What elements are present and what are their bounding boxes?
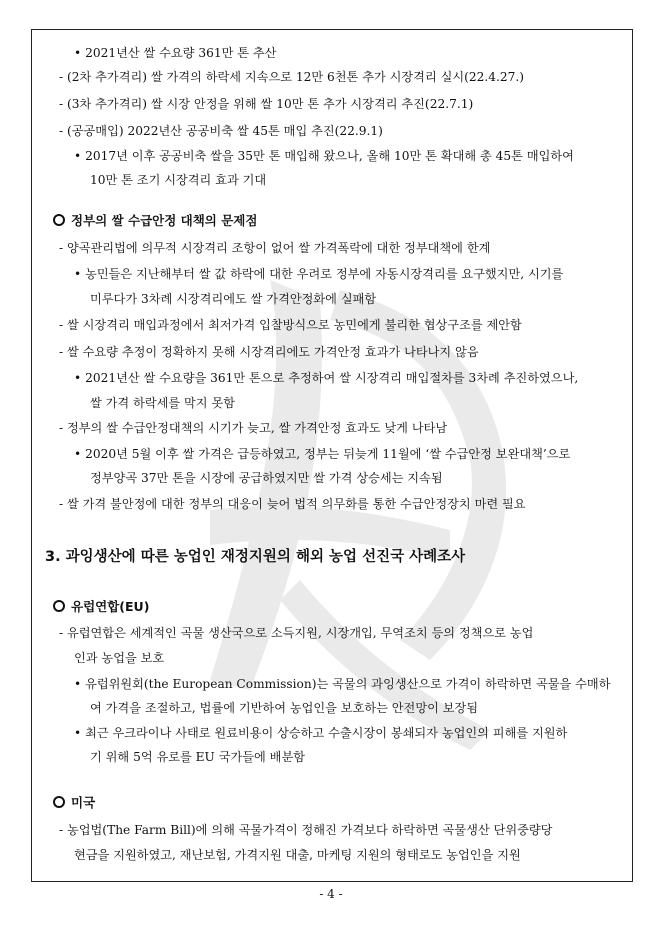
dash-line: - (공공매입) 2022년산 공공비축 쌀 45톤 매입 추진(22.9.1) [59,124,383,138]
continuation-line: 인과 농업을 보호 [74,651,165,665]
subsection-heading: 유럽연합(EU) [53,599,149,615]
dash-line: - 쌀 가격 불안정에 대한 정부의 대응이 늦어 법적 의무화를 통한 수급안정장치 마련 필요 [59,497,526,511]
circle-bullet-icon [53,600,65,612]
continuation-line: 쌀 가격 하락세를 막지 못함 [90,396,236,410]
bullet-line: • 농민들은 지난해부터 쌀 값 하락에 대한 우려로 정부에 자동시장격리를 요구했지만, 시기를 [74,267,564,281]
subsection-heading: 정부의 쌀 수급안정 대책의 문제점 [53,213,257,229]
circle-bullet-icon [53,796,65,808]
continuation-line: 10만 톤 조기 시장격리 효과 기대 [90,173,267,187]
continuation-line: 기 위해 5억 유로를 EU 국가들에 배분함 [90,750,305,764]
dash-line: - 유럽연합은 세계적인 곡물 생산국으로 소득지원, 시장개입, 무역조치 등의 정책으로 농업 [59,626,534,640]
dash-line: - 농업법(The Farm Bill)에 의해 곡물가격이 정해진 가격보다 하락하면 곡물생산 단위중량당 [59,823,553,837]
dash-line: - 쌀 시장격리 매입과정에서 최저가격 입찰방식으로 농민에게 불리한 협상구조를 제안함 [59,318,522,332]
bullet-line: • 유럽위원회(the European Commission)는 곡물의 과잉생산으로 가격이 하락하면 곡물을 수매하 [74,677,611,691]
bullet-line: • 2017년 이후 공공비축 쌀을 35만 톤 매입해 왔으나, 올해 10만 톤 확대해 총 45톤 매입하여 [74,149,574,163]
dash-line: - (3차 추가격리) 쌀 시장 안정을 위해 쌀 10만 톤 추가 시장격리 추진(22.7.1) [59,97,474,111]
bullet-line: • 2020년 5월 이후 쌀 가격은 급등하였고, 정부는 뒤늦게 11월에 ‘쌀 수급안정 보완대책’으로 [74,447,571,461]
page-number: - 4 - [319,887,343,901]
dash-line: - 양곡관리법에 의무적 시장격리 조항이 없어 쌀 가격폭락에 대한 정부대책에 한계 [59,241,491,255]
dash-line: - 정부의 쌀 수급안정대책의 시기가 늦고, 쌀 가격안정 효과도 낮게 나타남 [59,421,448,435]
dash-line: - 쌀 수요량 추정이 정확하지 못해 시장격리에도 가격안정 효과가 나타나지 않음 [59,345,479,359]
circle-bullet-icon [53,214,65,226]
continuation-line: 미루다가 3차례 시장격리에도 쌀 가격안정화에 실패함 [90,292,377,306]
bullet-line: • 최근 우크라이나 사태로 원료비용이 상승하고 수출시장이 봉쇄되자 농업인의 피해를 지원하 [74,726,568,740]
dash-line: - (2차 추가격리) 쌀 가격의 하락세 지속으로 12만 6천톤 추가 시장격리 실시(22.4.27.) [59,70,525,84]
continuation-line: 정부양곡 37만 톤을 시장에 공급하였지만 쌀 가격 상승세는 지속됨 [90,471,443,485]
continuation-line: 여 가격을 조절하고, 법률에 기반하여 농업인을 보호하는 안전망이 보장됨 [90,701,479,715]
section-heading: 3. 과잉생산에 따른 농업인 재정지원의 해외 농업 선진국 사례조사 [45,549,466,565]
continuation-line: 현금을 지원하였고, 재난보험, 가격지원 대출, 마케팅 지원의 형태로도 농업인을 지원 [74,848,521,862]
subsection-heading: 미국 [53,795,95,811]
bullet-line: • 2021년산 쌀 수요량을 361만 톤으로 추정하여 쌀 시장격리 매입절차를 3차례 추진하였으나, [74,371,579,385]
bullet-line: • 2021년산 쌀 수요량 361만 톤 추산 [74,46,277,60]
